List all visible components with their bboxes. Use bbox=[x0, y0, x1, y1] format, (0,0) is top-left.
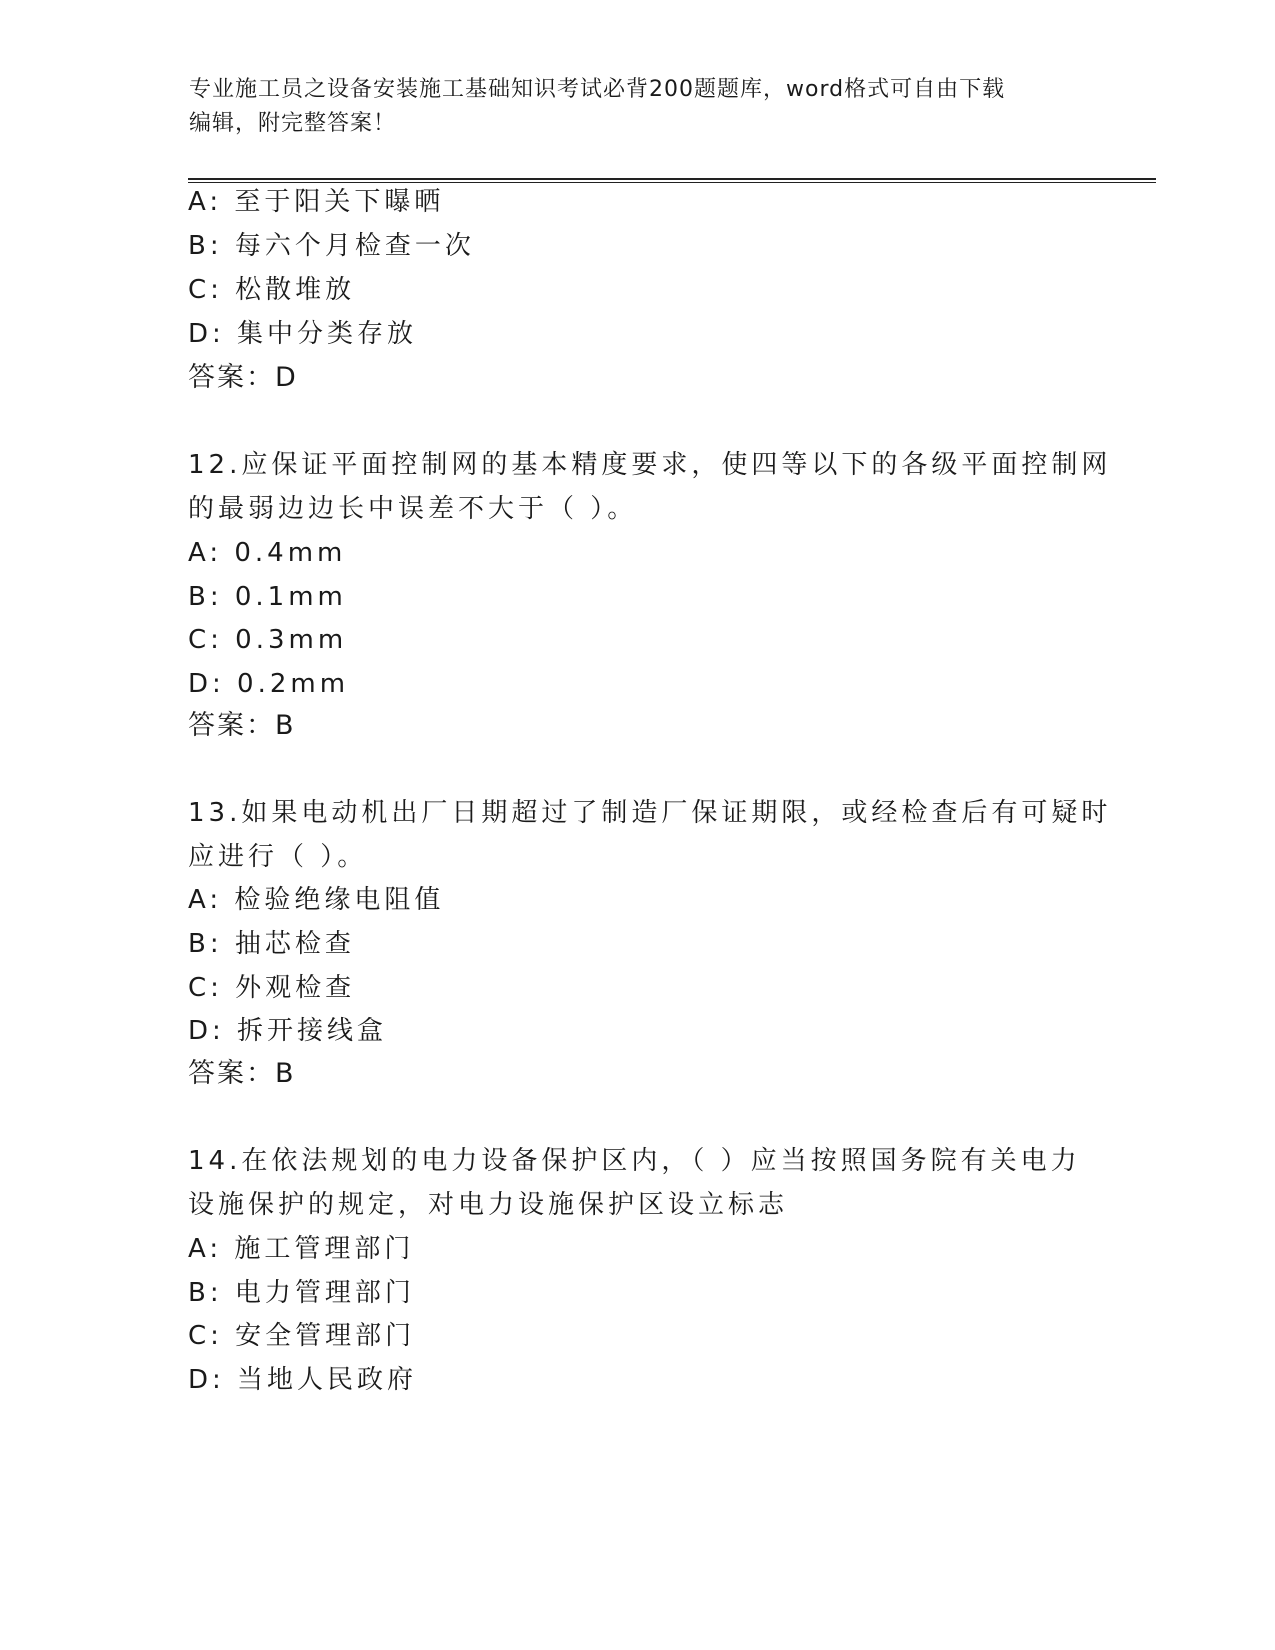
document-header bbox=[189, 73, 1089, 141]
q12-stem-line-2: 的最弱边边长中误差不大于（ ）。 bbox=[188, 494, 638, 524]
q13-option-a: A: 检验绝缘电阻值 bbox=[188, 885, 445, 915]
q12-option-b: B: 0.1mm bbox=[188, 582, 347, 612]
q14-stem-line-2: 设施保护的规定，对电力设施保护区设立标志 bbox=[188, 1190, 789, 1220]
q13-option-b: B: 抽芯检查 bbox=[188, 929, 355, 959]
q12-stem-line-1: 12.应保证平面控制网的基本精度要求，使四等以下的各级平面控制网 bbox=[188, 450, 1112, 480]
q13-stem-line-1: 13.如果电动机出厂日期超过了制造厂保证期限，或经检查后有可疑时 bbox=[188, 798, 1112, 828]
header-line-2: 编辑，附完整答案！ bbox=[189, 111, 397, 136]
q14-option-c: C: 安全管理部门 bbox=[188, 1321, 416, 1351]
q11-option-a: A: 至于阳关下曝晒 bbox=[188, 187, 445, 217]
q13-stem-line-2: 应进行（ ）。 bbox=[188, 842, 368, 872]
q13-answer: 答案：B bbox=[188, 1058, 296, 1089]
q11-option-d: D: 集中分类存放 bbox=[188, 319, 418, 349]
q11-option-c: C: 松散堆放 bbox=[188, 275, 356, 305]
q12-answer: 答案：B bbox=[188, 710, 296, 741]
header-divider bbox=[188, 178, 1156, 183]
q14-option-d: D: 当地人民政府 bbox=[188, 1365, 418, 1395]
q14-stem-line-1: 14.在依法规划的电力设备保护区内，（ ）应当按照国务院有关电力 bbox=[188, 1146, 1081, 1176]
q13-option-c: C: 外观检查 bbox=[188, 973, 356, 1003]
q14-option-b: B: 电力管理部门 bbox=[188, 1278, 415, 1308]
header-line-1: 专业施工员之设备安装施工基础知识考试必背200题题库，word格式可自由下载 bbox=[189, 77, 1006, 102]
q12-option-a: A: 0.4mm bbox=[188, 538, 347, 568]
q14-option-a: A: 施工管理部门 bbox=[188, 1234, 415, 1264]
q11-answer: 答案：D bbox=[188, 362, 298, 393]
q12-option-d: D: 0.2mm bbox=[188, 669, 350, 699]
q13-option-d: D: 拆开接线盒 bbox=[188, 1016, 388, 1046]
q12-option-c: C: 0.3mm bbox=[188, 625, 348, 655]
q11-option-b: B: 每六个月检查一次 bbox=[188, 231, 475, 261]
